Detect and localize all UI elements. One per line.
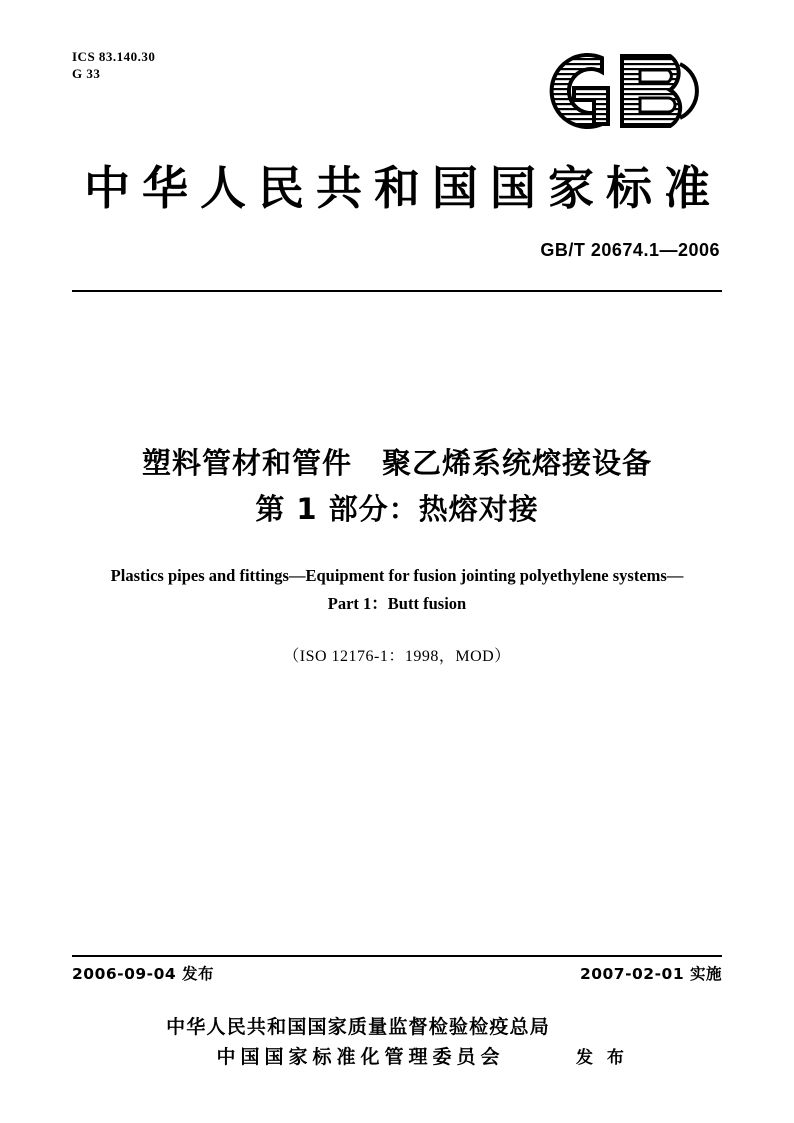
- iso-reference: （ISO 12176-1：1998，MOD）: [283, 648, 511, 665]
- page-title-line1: 塑料管材和管件 聚乙烯系统熔接设备: [141, 446, 652, 480]
- ics-block: [72, 48, 155, 82]
- issuer-names: [166, 1012, 550, 1072]
- standard-number: GB/T 20674.1—2006: [540, 240, 720, 260]
- divider-top: [72, 290, 722, 292]
- english-title-line1: Plastics pipes and fittings—Equipment for fusion jointing polyethylene systems—: [110, 566, 684, 585]
- issuer-line1: 中华人民共和国国家质量监督检验检疫总局: [166, 1016, 550, 1038]
- national-standard-title: 中华人民共和国国家标准: [84, 161, 722, 215]
- issuer-block: [0, 1012, 794, 1072]
- divider-bottom: [72, 955, 722, 957]
- issuer-line2: 中国国家标准化管理委员会: [216, 1046, 505, 1068]
- english-title: [60, 562, 734, 618]
- page-title: [72, 440, 722, 532]
- ics-code: ICS 83.140.30: [72, 49, 156, 64]
- date-row: [72, 962, 722, 984]
- english-title-line2: Part 1：Butt fusion: [327, 594, 467, 613]
- issue-date: 2006-09-04 发布: [72, 965, 215, 983]
- publish-word: 发 布: [575, 1047, 628, 1068]
- page-title-line2: 第 1 部分：热熔对接: [255, 492, 539, 526]
- implementation-date: 2007-02-01 实施: [579, 965, 722, 983]
- gb-logo-icon: [530, 48, 720, 134]
- classification-code: G 33: [72, 66, 101, 81]
